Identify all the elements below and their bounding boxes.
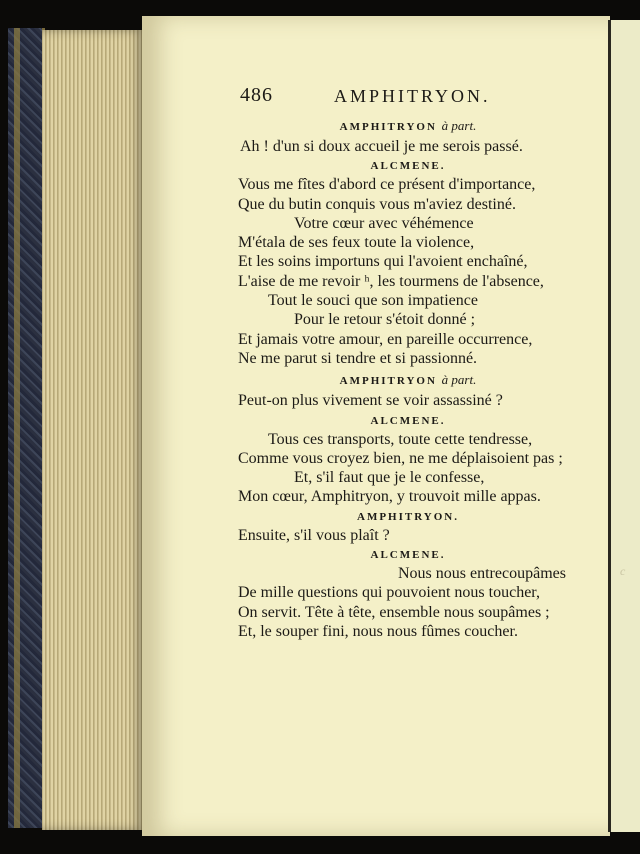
stage-direction: à part.	[441, 372, 477, 388]
facing-page-bleed: c	[620, 564, 626, 578]
speaker-name: ALCMENE.	[370, 160, 446, 173]
speaker-heading	[238, 511, 578, 523]
speaker-heading	[238, 372, 578, 388]
verse-line: Votre cœur avec véhémence	[294, 214, 474, 232]
verse-line: Ne me parut si tendre et si passionné.	[238, 349, 478, 367]
speaker-heading	[238, 118, 578, 134]
speaker-name: ALCMENE.	[370, 414, 446, 427]
verse-line: On servit. Tête à tête, ensemble nous soupâmes ;	[238, 603, 550, 621]
speaker-name: ALCMENE.	[370, 549, 446, 562]
verse-line: De mille questions qui pouvoient nous toucher,	[238, 584, 540, 602]
speaker-name: AMPHITRYON.	[357, 510, 459, 523]
speaker-name: AMPHITRYON	[339, 375, 437, 388]
page-header	[238, 84, 578, 114]
speaker-heading	[238, 549, 578, 561]
verse-line: Tout le souci que son impatience	[268, 292, 478, 310]
verse-line: Pour le retour s'étoit donné ;	[294, 311, 476, 329]
page-edges	[42, 30, 144, 830]
spine-gilt-edge	[14, 28, 20, 828]
verse-line: Ah ! d'un si doux accueil je me serois passé.	[240, 138, 523, 155]
verse-line: Et jamais votre amour, en pareille occurrence,	[238, 330, 533, 348]
speaker-heading	[238, 415, 578, 427]
speaker-heading	[238, 160, 578, 172]
running-title: AMPHITRYON.	[334, 86, 491, 106]
speaker-name: AMPHITRYON	[339, 121, 437, 133]
verse-line: Vous me fîtes d'abord ce présent d'importance,	[238, 176, 536, 194]
verse-line: Et, s'il faut que je le confesse,	[294, 469, 485, 487]
page-number: 486	[240, 84, 273, 106]
stage-direction: à part.	[441, 118, 477, 133]
verse-line: Ensuite, s'il vous plaît ?	[238, 526, 390, 544]
page-content	[238, 84, 578, 641]
verse-line: Mon cœur, Amphitryon, y trouvoit mille appas.	[238, 488, 541, 506]
verse-line: Et les soins importuns qui l'avoient enchaîné,	[238, 253, 528, 271]
verse-line: Et, le souper fini, nous nous fûmes coucher.	[238, 622, 518, 640]
facing-page-edge	[608, 20, 640, 832]
verse-line: Tous ces transports, toute cette tendresse,	[268, 430, 533, 448]
verse-line: Comme vous croyez bien, ne me déplaisoient pas ;	[238, 449, 563, 467]
verse-line: Nous nous entrecoupâmes	[398, 565, 566, 583]
verse-line: Peut-on plus vivement se voir assassiné ?	[238, 392, 503, 410]
verse-line: Que du butin conquis vous m'aviez destiné.	[238, 195, 516, 213]
verse-line: L'aise de me revoir ʰ, les tourmens de l'absence,	[238, 272, 544, 290]
verse-line: M'étala de ses feux toute la violence,	[238, 234, 475, 252]
